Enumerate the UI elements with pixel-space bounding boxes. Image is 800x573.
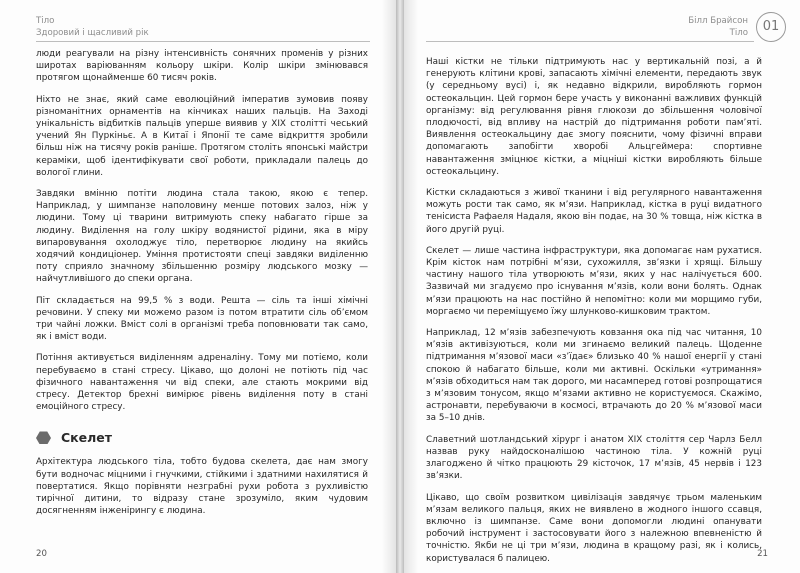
chapter-number-badge: 01: [756, 12, 786, 42]
left-page: [0, 0, 396, 573]
page-number: 20: [36, 549, 47, 559]
paragraph: Ніхто не знає, який саме еволюційний імператив зумовив появу різноманітних орнаментів на кінчиках наших пальців. На Заході унікальність відбитків пальців уперше виявив у XIX столітті чеський учений Ян Пуркіньє. А в Китаї і Японії те саме відкриття зробили більш ніж на тисячу років раніше. Протягом століть японські майстри кераміки, щоб ідентифікувати свої роботи, прикладали палець до вологої глини.: [36, 94, 368, 178]
running-header-right: [688, 15, 748, 39]
paragraph: Цікаво, що своїм розвитком цивілізація завдячує трьом маленьким м’язам великого пальця, яких не виявлено в жодного іншого ссавця, включно із шимпанзе. Саме вони допомогли людині опанувати робочий інструмент і застосовувати його з належною впевненістю й точністю. Якби не ці три м’язи, людина в кращому разі, як і колись, користувалася б палицею.: [426, 492, 762, 564]
right-page-body: [426, 56, 762, 573]
paragraph: Кістки складаються з живої тканини і від регулярного навантаження можуть рости так само, як м’язи. Наприклад, кістка в руці видатного тенісиста Рафаеля Надаля, якою він подає, на 30 % товща, ніж кістка в його другій руці.: [426, 188, 762, 235]
paragraph: Архітектура людського тіла, тобто будова скелета, дає нам змогу бути водночас міцними і гнучкими, стійкими і здатними нахилятися й повертатися. Якщо порівняти незграбні рухи робота з рухливістю тирічної дитини, то відразу стане зрозуміло, яким чудовим досягненням інженірингу є людина.: [36, 457, 368, 517]
header-book-section: Тіло: [36, 16, 55, 26]
left-page-body: [36, 48, 368, 527]
page-number: 21: [757, 549, 768, 559]
section-title: Скелет: [61, 429, 113, 445]
paragraph: Потіння активується виділенням адреналіну. Тому ми потіємо, коли перебуваємо в стані стресу. Цікаво, що долоні не потіють під час фізичного навантаження чи від спеки, але стають мокрими від стресу. Детектор брехні вимірює рівень виділення поту в стані емоційного стресу.: [36, 353, 368, 413]
paragraph: Славетний шотландський хірург і анатом XIX століття сер Чарлз Белл назвав руку найдосконалішою частиною тіла. У кожній руці злагоджено й чітко працюють 29 кісточок, 17 м’язів, 45 нервів і 123 зв’язки.: [426, 434, 762, 482]
header-book-title: Тіло: [729, 28, 748, 38]
paragraph: Піт складається на 99,5 % з води. Решта — сіль та інші хімічні речовини. У спеку ми можемо разом із потом втратити сіль об’ємом три чайні ложки. Вміст солі в організмі треба поповнювати так само, як і вміст води.: [36, 295, 368, 343]
running-header-left: [36, 15, 149, 39]
paragraph: Наприклад, 12 м’язів забезпечують ковзання ока під час читання, 10 м’язів активізуються, коли ми згинаємо великий палець. Щоденне підтримання м’язової маси «з’їдає» близько 40 % нашої енергії у стані спокою й набагато більше, коли ми активні. Оскільки «утримання» м’язів обходиться нам так дорого, ми насамперед готові розпрощатися з м’язовим тонусом, якщо м’язами активно не користуємося. Скажімо, астронавти, перебуваючи в космосі, втрачають до 20 % м’язової маси за 5–10 днів.: [426, 328, 762, 424]
paragraph: Скелет — лише частина інфраструктури, яка допомагає нам рухатися. Крім кісток нам потрібні м’язи, сухожилля, зв’язки і хрящі. Більшу частину нашого тіла утворюють м’язи, яких у нас налічується 600. Зазвичай ми згадуємо про існування м’язів, коли вони болять. Однак м’язи працюють на нас постійно й непомітно: коли ми морщимо губи, моргаємо чи переміщуємо їжу шлунково-кишковим трактом.: [426, 245, 762, 317]
section-heading: [36, 431, 368, 444]
paragraph: Завдяки вмінню потіти людина стала такою, якою є тепер. Наприклад, у шимпанзе наполовину менше потових залоз, ніж у людини. Тому ці тварини витримують спеку набагато гірше за людину. Виділення на голу шкіру водянистої рідини, яка в міру випаровування охолоджує тіло, перетворює людину на якийсь ходячий кондиціонер. Уміння протистояти спеці завдяки виділенню поту сприяло значному збільшенню розміру людського мозку — найчутливішого до спеки органа.: [36, 189, 368, 285]
header-book-subtitle: Здоровий і щасливий рік: [36, 28, 149, 38]
right-page: [404, 0, 800, 573]
book-spine: [396, 0, 404, 573]
paragraph: Наші кістки не тільки підтримують нас у вертикальній позі, а й генерують клітини крові, запасають хімічні елементи, передають звук (у середньому вусі) і, як недавно відкрили, виробляють гормон остеокальцин. Цей гормон бере участь у виконанні важливих функцій організму: від регулювання рівня глюкози до збільшення чоловічої плодючості, від впливу на настрій до підтримання роботи пам’яті. Виявлення остеокальцину дає змогу пояснити, чому фізичні вправи допомагають запобігти хворобі Альцгеймера: спортивне навантаження зміцнює кістки, а міцніші кістки виробляють більше остеокальцину.: [426, 57, 762, 177]
header-rule: [36, 41, 370, 42]
header-author: Білл Брайсон: [688, 16, 748, 26]
paragraph: люди реагували на різну інтенсивність сонячних променів у різних широтах варіюванням кольору шкіри. Колір шкіри змінювався протягом щонайменше 60 тисяч років.: [36, 49, 368, 84]
hexagon-bullet-icon: [36, 431, 51, 444]
header-rule: [426, 41, 754, 42]
